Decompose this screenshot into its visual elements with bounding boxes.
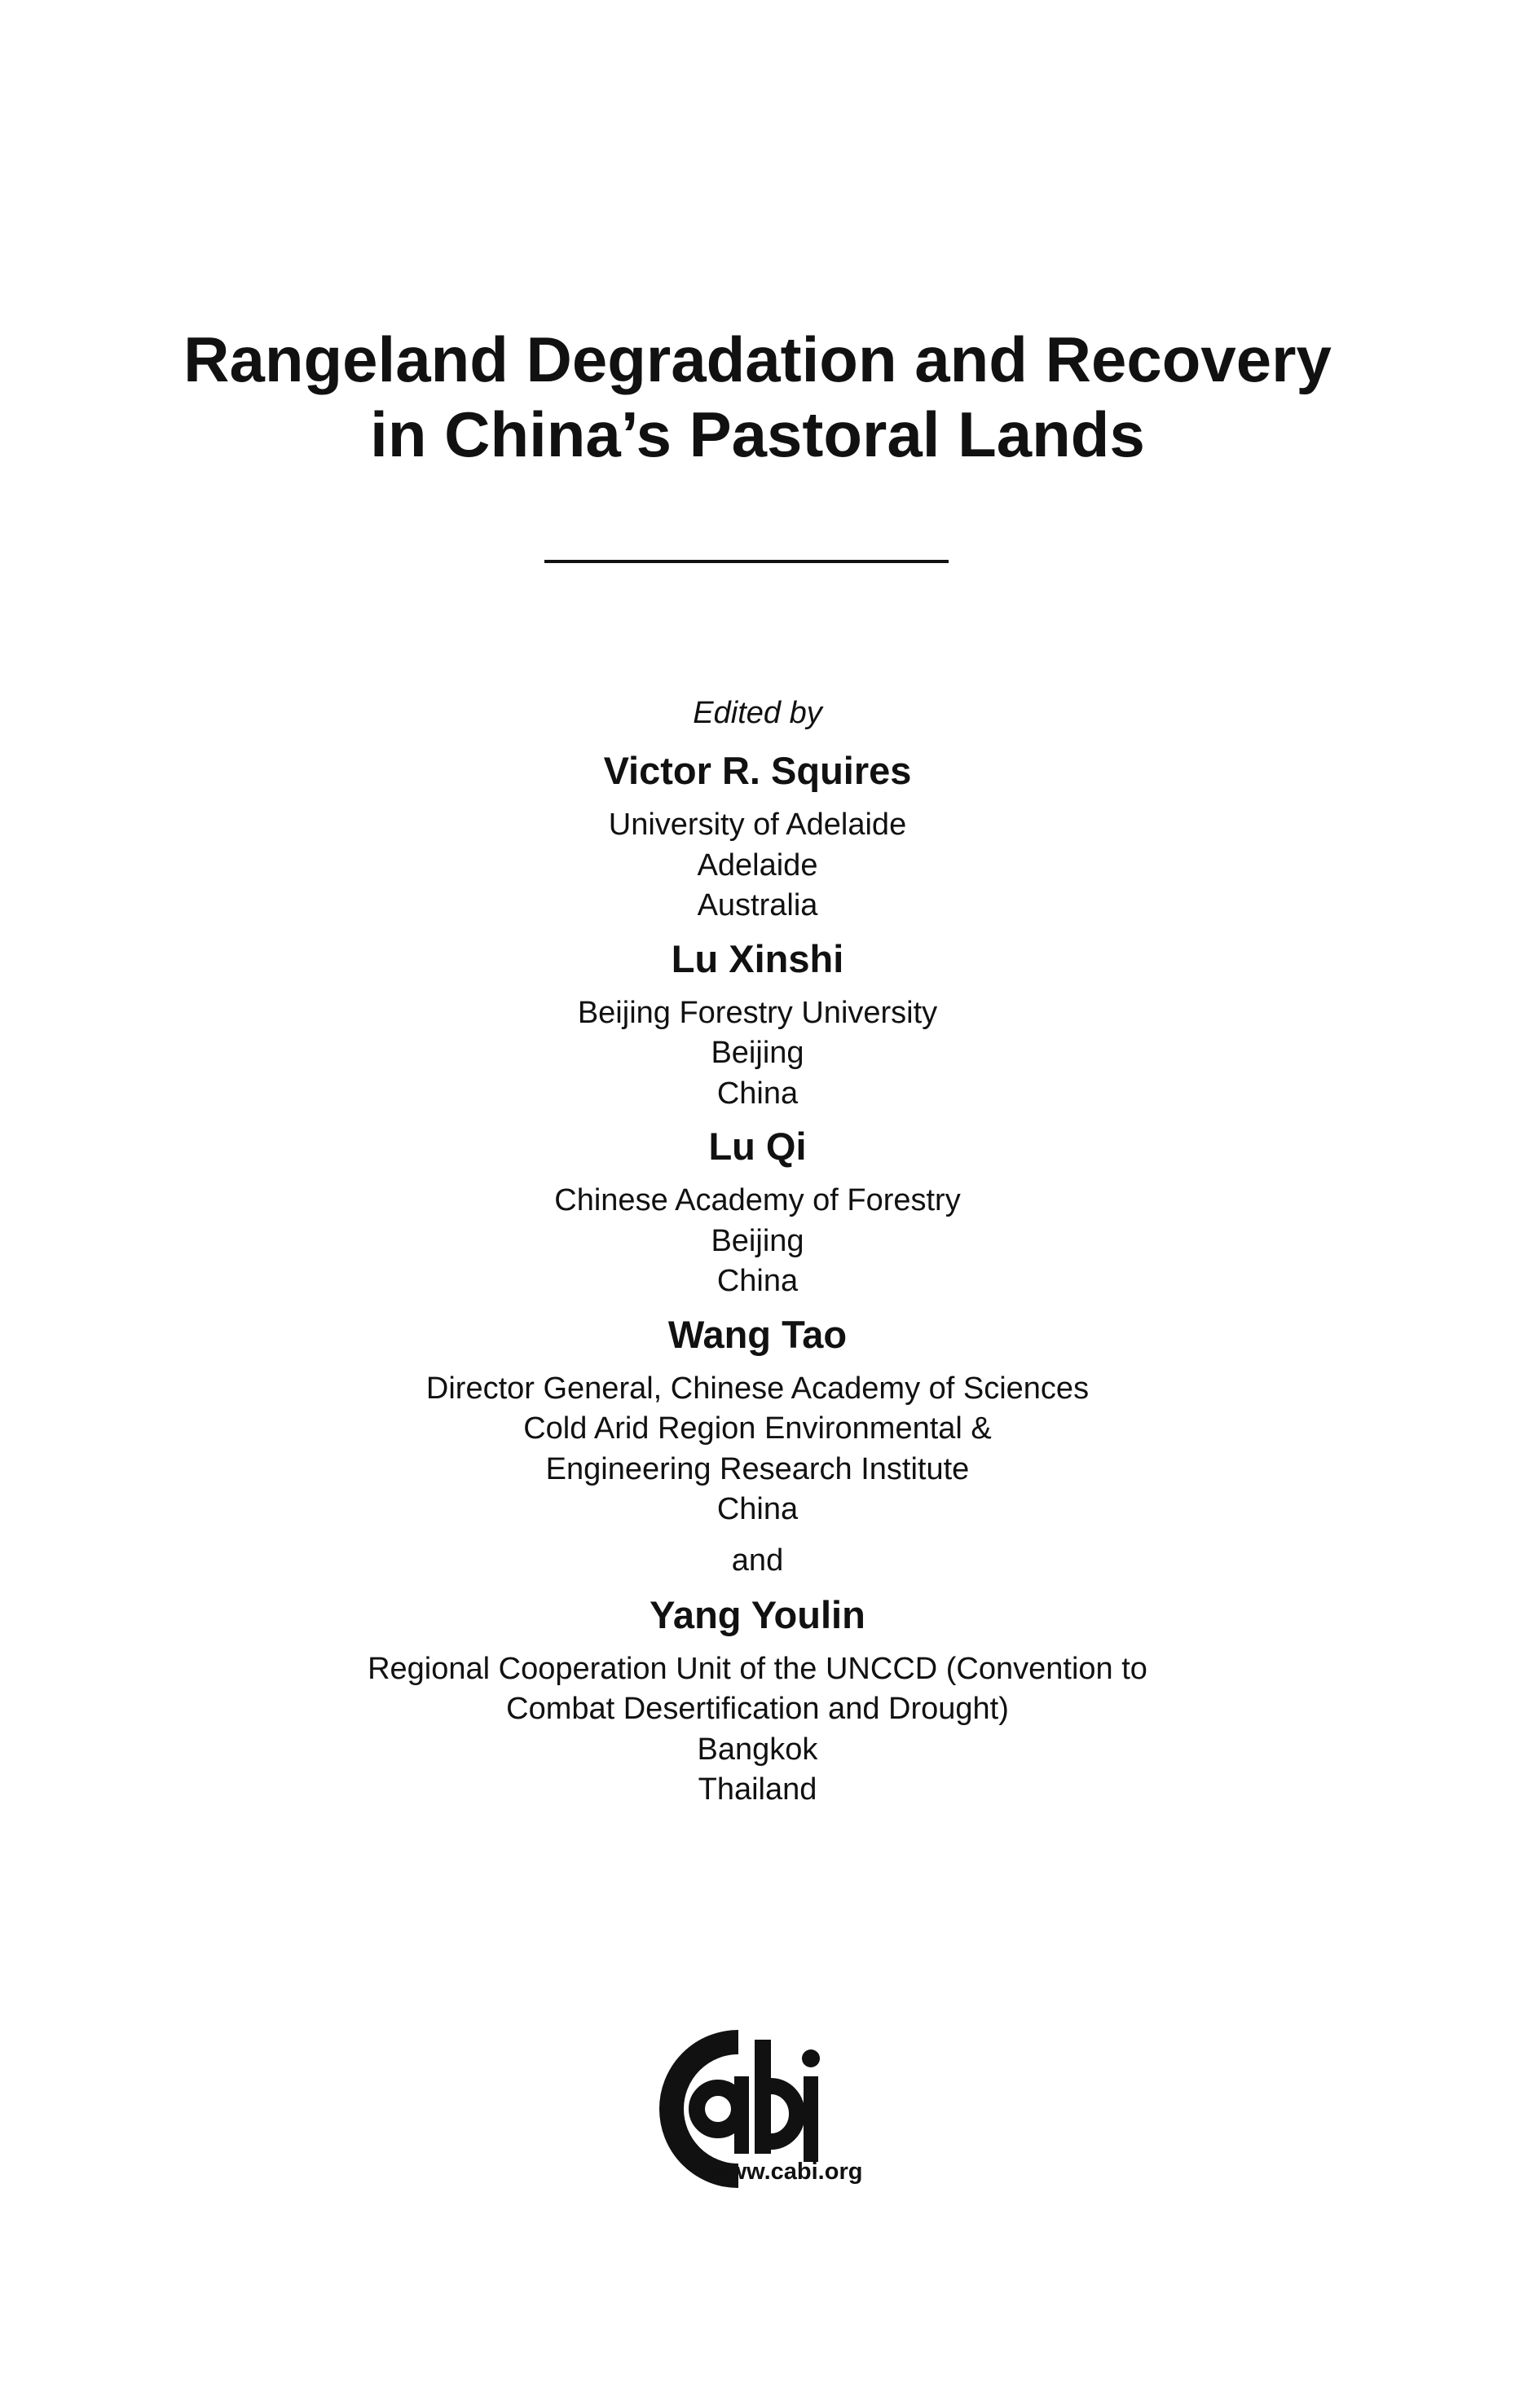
edited-by-label: Edited by bbox=[693, 696, 822, 730]
editor-name: Lu Qi bbox=[708, 1125, 807, 1168]
cabi-logo-i-dot bbox=[802, 2049, 820, 2067]
affiliation-line: Beijing bbox=[711, 1223, 804, 1258]
affiliation-line: Director General, Chinese Academy of Sciences bbox=[425, 1371, 1090, 1406]
affiliation-line: Beijing bbox=[711, 1036, 804, 1070]
editors-block bbox=[0, 693, 1515, 1820]
affiliation-line: Adelaide bbox=[697, 847, 818, 883]
affiliation-line: Engineering Research Institute bbox=[545, 1451, 970, 1486]
affiliation-line: University of Adelaide bbox=[608, 808, 907, 842]
affiliation-line: China bbox=[716, 1264, 799, 1298]
affiliation-line: Bangkok bbox=[697, 1732, 818, 1767]
publisher-url: www.cabi.org bbox=[710, 2159, 863, 2185]
editor-name: Lu Xinshi bbox=[671, 936, 844, 980]
editor-name: Victor R. Squires bbox=[603, 749, 912, 792]
cabi-logo-a-shape bbox=[697, 2088, 739, 2130]
affiliation-line: Thailand bbox=[698, 1772, 817, 1807]
book-title-line-2: in China’s Pastoral Lands bbox=[370, 398, 1145, 470]
affiliation-line: China bbox=[716, 1076, 799, 1111]
cabi-logo-b-stem bbox=[755, 2040, 771, 2154]
affiliation-line: Cold Arid Region Environmental & bbox=[523, 1411, 992, 1446]
editor-affiliation bbox=[0, 805, 1515, 927]
affiliation-line: China bbox=[716, 1492, 799, 1526]
editor-affiliation bbox=[0, 1649, 1515, 1811]
editor-affiliation bbox=[0, 1181, 1515, 1302]
cabi-logo-b-bowl bbox=[771, 2086, 797, 2142]
book-title-line-1: Rangeland Degradation and Recovery bbox=[183, 324, 1332, 395]
affiliation-line: Beijing Forestry University bbox=[577, 995, 938, 1030]
and-connector: and bbox=[731, 1543, 784, 1578]
editor-affiliation bbox=[0, 993, 1515, 1115]
cabi-logo-i-stem bbox=[804, 2076, 818, 2162]
book-title bbox=[0, 322, 1515, 472]
affiliation-line: Regional Cooperation Unit of the UNCCD (Convention to bbox=[368, 1651, 1147, 1686]
cabi-logo-a-stem bbox=[734, 2076, 749, 2154]
title-divider bbox=[544, 560, 949, 563]
affiliation-line: Chinese Academy of Forestry bbox=[554, 1183, 961, 1217]
affiliation-line: Australia bbox=[697, 888, 818, 922]
editor-name: Yang Youlin bbox=[650, 1592, 865, 1636]
editor-affiliation bbox=[0, 1369, 1515, 1530]
editor-name: Wang Tao bbox=[667, 1312, 848, 1356]
affiliation-line: Combat Desertification and Drought) bbox=[506, 1692, 1009, 1726]
